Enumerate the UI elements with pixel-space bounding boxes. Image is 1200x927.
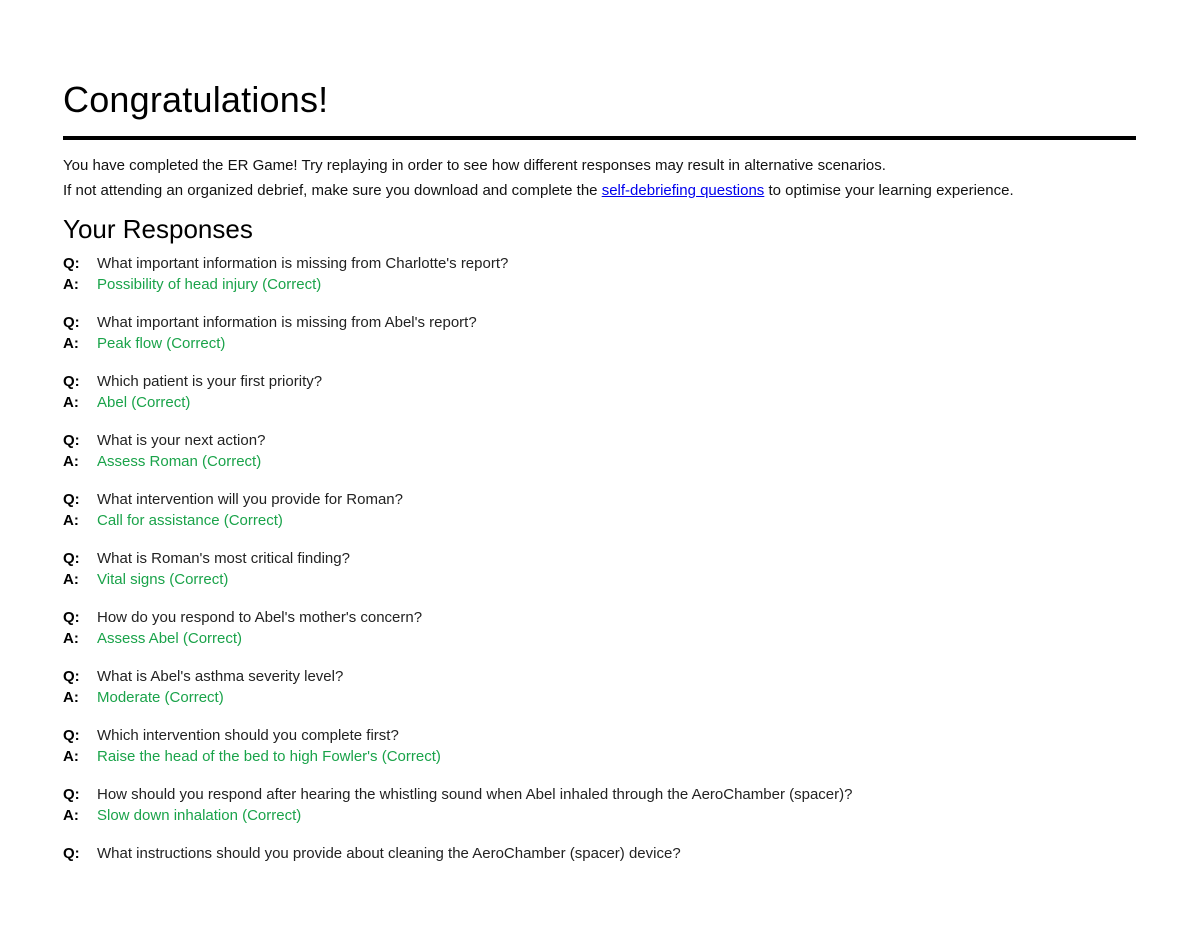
answer-label: A: xyxy=(63,571,79,588)
answer-label: A: xyxy=(63,276,79,293)
answer-label: A: xyxy=(63,394,79,411)
answer-text: Slow down inhalation (Correct) xyxy=(97,807,302,824)
answer-row xyxy=(63,451,1136,472)
response-item xyxy=(63,253,1136,295)
question-label: Q: xyxy=(63,491,80,508)
question-row xyxy=(63,725,1136,746)
question-label: Q: xyxy=(63,845,80,862)
self-debriefing-link[interactable]: self-debriefing questions xyxy=(601,182,765,199)
answer-row xyxy=(63,569,1136,590)
question-label: Q: xyxy=(63,727,80,744)
answer-text: Raise the head of the bed to high Fowler's (Correct) xyxy=(97,748,441,765)
response-item xyxy=(63,371,1136,413)
page-title: Congratulations! xyxy=(63,79,329,120)
question-label: Q: xyxy=(63,550,80,567)
response-item xyxy=(63,843,1136,864)
answer-text: Assess Abel (Correct) xyxy=(97,630,243,647)
response-item xyxy=(63,312,1136,354)
answer-label: A: xyxy=(63,335,79,352)
answer-row xyxy=(63,510,1136,531)
answer-label: A: xyxy=(63,807,79,824)
question-text: What instructions should you provide about cleaning the AeroChamber (spacer) device? xyxy=(97,845,681,862)
responses-list xyxy=(63,253,1136,864)
question-text: What intervention will you provide for Roman? xyxy=(97,491,403,508)
answer-text: Possibility of head injury (Correct) xyxy=(97,276,322,293)
question-row xyxy=(63,607,1136,628)
answer-label: A: xyxy=(63,748,79,765)
answer-row xyxy=(63,687,1136,708)
question-text: What important information is missing from Charlotte's report? xyxy=(97,255,509,272)
intro-line-2-prefix: If not attending an organized debrief, make sure you download and complete the xyxy=(63,182,598,199)
response-item xyxy=(63,725,1136,767)
title-divider xyxy=(63,136,1136,140)
answer-text: Vital signs (Correct) xyxy=(97,571,229,588)
answer-row xyxy=(63,333,1136,354)
answer-text: Call for assistance (Correct) xyxy=(97,512,283,529)
question-row xyxy=(63,312,1136,333)
responses-heading: Your Responses xyxy=(63,214,253,244)
question-text: Which patient is your first priority? xyxy=(97,373,323,390)
question-text: What is Roman's most critical finding? xyxy=(97,550,350,567)
question-row xyxy=(63,489,1136,510)
answer-row xyxy=(63,746,1136,767)
question-label: Q: xyxy=(63,786,80,803)
answer-label: A: xyxy=(63,512,79,529)
answer-row xyxy=(63,392,1136,413)
question-row xyxy=(63,784,1136,805)
answer-text: Abel (Correct) xyxy=(97,394,191,411)
answer-label: A: xyxy=(63,630,79,647)
response-item xyxy=(63,548,1136,590)
answer-text: Moderate (Correct) xyxy=(97,689,224,706)
question-row xyxy=(63,430,1136,451)
intro-line-2 xyxy=(63,178,1136,203)
question-row xyxy=(63,371,1136,392)
question-text: What is Abel's asthma severity level? xyxy=(97,668,344,685)
response-item xyxy=(63,430,1136,472)
response-item xyxy=(63,666,1136,708)
question-text: What important information is missing from Abel's report? xyxy=(97,314,477,331)
response-item xyxy=(63,607,1136,649)
question-label: Q: xyxy=(63,314,80,331)
question-label: Q: xyxy=(63,668,80,685)
question-label: Q: xyxy=(63,373,80,390)
response-item xyxy=(63,784,1136,826)
answer-row xyxy=(63,274,1136,295)
question-label: Q: xyxy=(63,609,80,626)
answer-label: A: xyxy=(63,689,79,706)
answer-label: A: xyxy=(63,453,79,470)
question-text: How should you respond after hearing the whistling sound when Abel inhaled through the AeroChamber (spacer)? xyxy=(97,786,853,803)
intro-line-2-suffix: to optimise your learning experience. xyxy=(768,182,1014,199)
intro-line-1: You have completed the ER Game! Try replaying in order to see how different responses may result in alternative scenarios. xyxy=(63,157,886,174)
question-row xyxy=(63,843,1136,864)
question-label: Q: xyxy=(63,432,80,449)
answer-row xyxy=(63,805,1136,826)
answer-text: Assess Roman (Correct) xyxy=(97,453,262,470)
intro-text xyxy=(63,153,1136,203)
question-row xyxy=(63,666,1136,687)
question-text: How do you respond to Abel's mother's concern? xyxy=(97,609,423,626)
question-row xyxy=(63,253,1136,274)
question-text: What is your next action? xyxy=(97,432,266,449)
question-row xyxy=(63,548,1136,569)
question-text: Which intervention should you complete first? xyxy=(97,727,399,744)
answer-text: Peak flow (Correct) xyxy=(97,335,226,352)
question-label: Q: xyxy=(63,255,80,272)
response-item xyxy=(63,489,1136,531)
answer-row xyxy=(63,628,1136,649)
